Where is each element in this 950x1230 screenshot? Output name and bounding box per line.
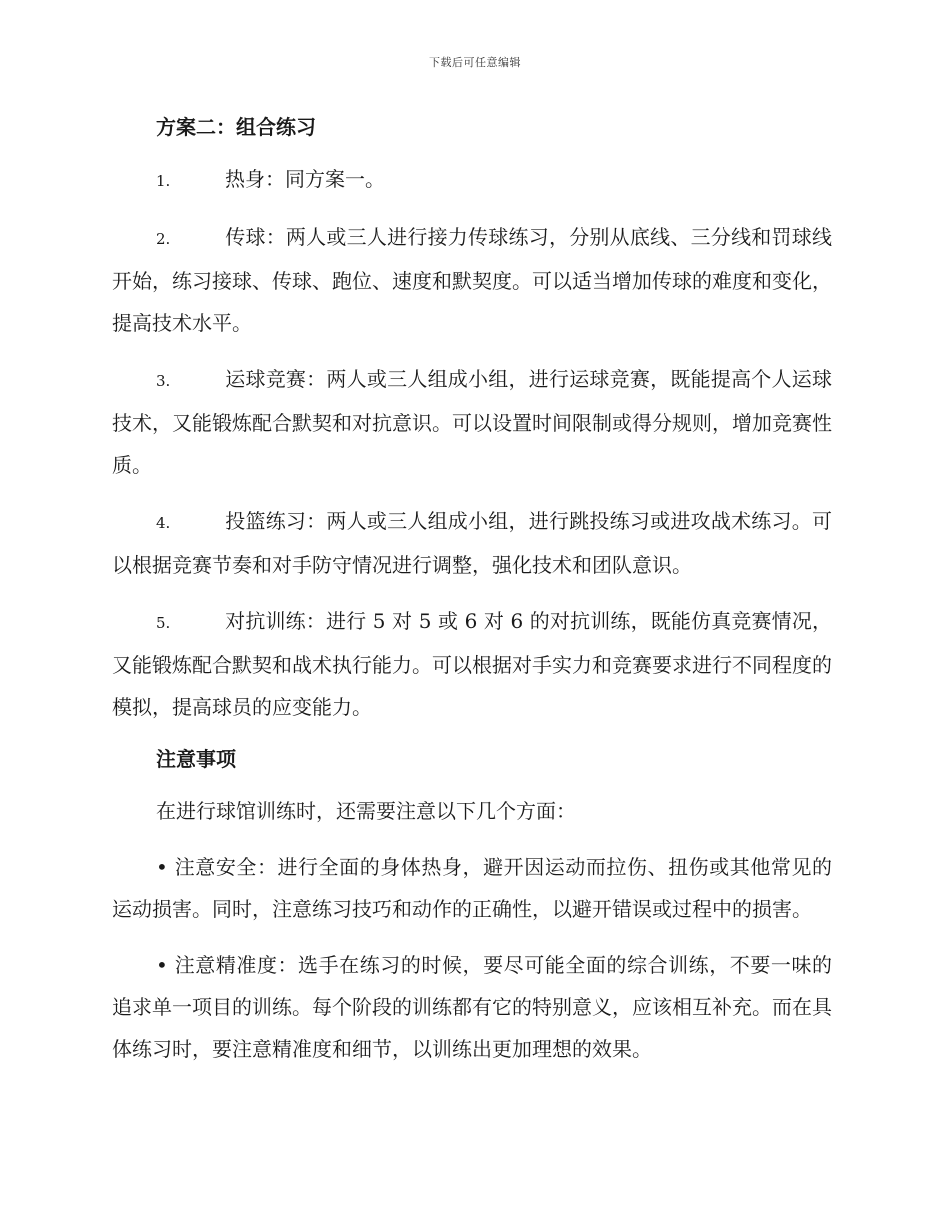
list-item-number: 3. (156, 372, 171, 390)
list-item (112, 358, 832, 486)
notes-intro: 在进行球馆训练时，还需要注意以下几个方面： (156, 799, 576, 823)
page-header-note: 下载后可任意编辑 (429, 56, 521, 69)
list-item-text: 投篮练习：两人或三人组成小组，进行跳投练习或进攻战术练习。可以根据竞赛节奏和对手防守情况进行调整，强化技术和团队意识。 (112, 509, 832, 577)
list-item-number: 2. (156, 230, 171, 248)
list-item-number: 1. (156, 172, 171, 190)
list-item-text: 热身：同方案一。 (225, 167, 385, 191)
list-item-text: 运球竞赛：两人或三人组成小组，进行运球竞赛，既能提高个人运球技术，又能锻炼配合默契和对抗意识。可以设置时间限制或得分规则，增加竞赛性质。 (112, 367, 832, 477)
list-item (112, 158, 832, 202)
section-heading-plan-two: 方案二：组合练习 (156, 115, 316, 139)
list-item (112, 600, 832, 728)
document-body (112, 110, 832, 1070)
list-item (112, 500, 832, 586)
bullet-item-safety: • 注意安全：进行全面的身体热身，避开因运动而拉伤、扭伤或其他常见的运动损害。同时，注意练习技巧和动作的正确性，以避开错误或过程中的损害。 (112, 855, 832, 921)
list-item (112, 216, 832, 344)
list-item-number: 5. (156, 614, 171, 632)
bullet-item-precision: • 注意精准度：选手在练习的时候，要尽可能全面的综合训练，不要一味的追求单一项目的训练。每个阶段的训练都有它的特别意义，应该相互补充。而在具体练习时，要注意精准度和细节，以训练出更加理想的效果。 (112, 953, 832, 1061)
section-heading-notes: 注意事项 (156, 747, 236, 771)
list-item-text: 对抗训练：进行 5 对 5 或 6 对 6 的对抗训练，既能仿真竞赛情况，又能锻炼配合默契和战术执行能力。可以根据对手实力和竞赛要求进行不同程度的模拟，提高球员的应变能力。 (112, 609, 832, 719)
list-item-text: 传球：两人或三人进行接力传球练习，分别从底线、三分线和罚球线开始，练习接球、传球、跑位、速度和默契度。可以适当增加传球的难度和变化，提高技术水平。 (112, 225, 832, 335)
list-item-number: 4. (156, 514, 171, 532)
